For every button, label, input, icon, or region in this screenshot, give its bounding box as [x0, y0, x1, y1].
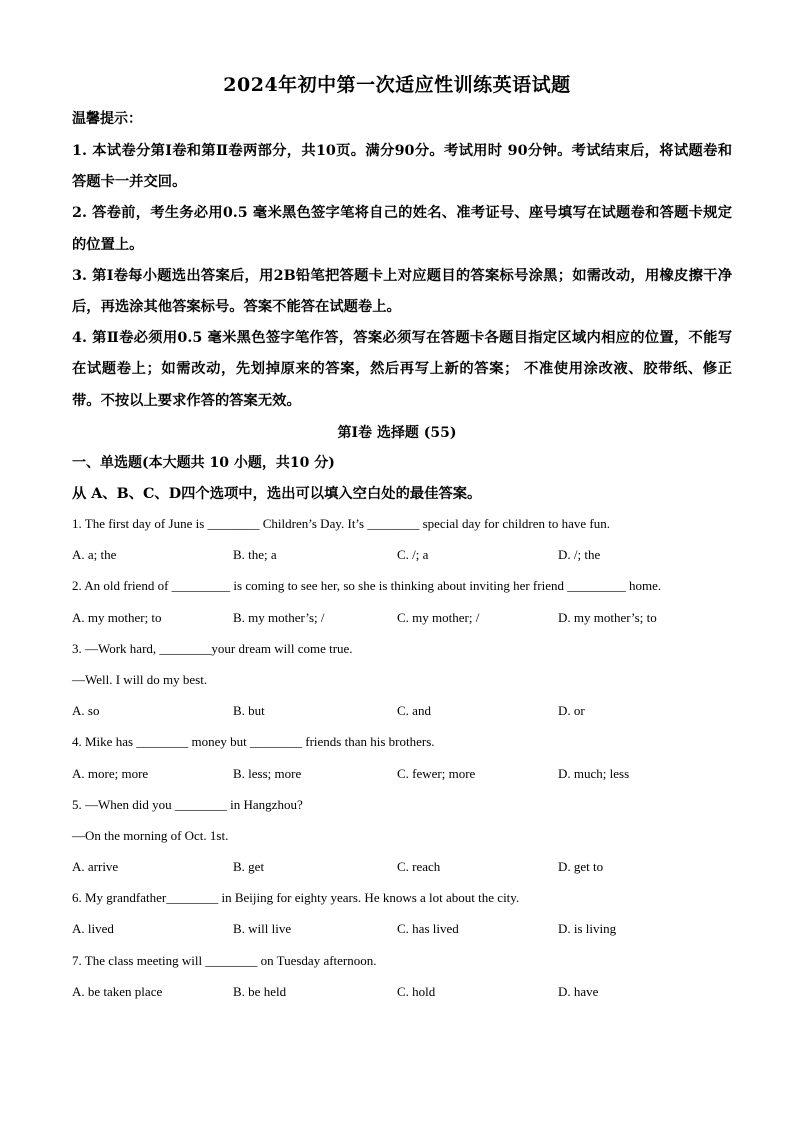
- question-stem: 5. —When did you ________ in Hangzhou?: [72, 796, 303, 812]
- option-b: B. be held: [233, 983, 287, 999]
- question-stem: —Well. I will do my best.: [72, 671, 208, 687]
- option-a: A. more; more: [72, 765, 149, 781]
- tips-label: 温馨提示：: [72, 111, 142, 127]
- part-title: 一、单选题(本大题共 10 小题，共10 分): [72, 455, 335, 471]
- question-stem: 2. An old friend of _________ is coming to see her, so she is thinking about inviting her friend _________ home.: [72, 578, 662, 594]
- question-stem: 1. The first day of June is ________ Children’s Day. It’s ________ special day for children to have fun.: [72, 516, 610, 531]
- page-title: 2024年初中第一次适应性训练英语试题: [223, 74, 571, 96]
- question-list: [72, 513, 732, 1012]
- option-d: D. /; the: [558, 547, 601, 563]
- note-item: 2. 答卷前，考生务必用0.5 毫米黑色签字笔将自己的姓名、准考证号、座号填写在试题卷和答题卡规定的位置上。: [72, 205, 732, 253]
- option-row: [72, 607, 732, 638]
- option-d: D. have: [558, 983, 599, 999]
- option-b: B. but: [233, 703, 265, 719]
- option-d: D. my mother’s; to: [558, 609, 657, 625]
- option-d: D. or: [558, 703, 585, 719]
- option-c: C. and: [397, 703, 431, 719]
- notes-list: [72, 136, 732, 417]
- option-row: [72, 763, 732, 794]
- instruction: 从 A、B、C、D四个选项中，选出可以填入空白处的最佳答案。: [72, 486, 482, 502]
- note-item: 4. 第Ⅱ卷必须用0.5 毫米黑色签字笔作答，答案必须写在答题卡各题目指定区域内相应的位置，不能写在试题卷上；如需改动，先划掉原来的答案，然后再写上新的答案； 不准使用涂改液、胶带纸、修正带。不按以上要求作答的答案无效。: [72, 330, 732, 409]
- option-b: B. the; a: [233, 547, 277, 563]
- option-c: C. has lived: [397, 921, 459, 937]
- option-c: C. fewer; more: [397, 765, 476, 781]
- option-c: C. hold: [397, 983, 436, 999]
- option-a: A. lived: [72, 921, 114, 937]
- option-a: A. be taken place: [72, 983, 163, 999]
- option-b: B. my mother’s; /: [233, 609, 325, 625]
- question-stem: —On the morning of Oct. 1st.: [72, 827, 229, 843]
- option-c: C. reach: [397, 859, 441, 875]
- question-stem: 6. My grandfather________ in Beijing for eighty years. He knows a lot about the city.: [72, 890, 520, 906]
- option-b: B. get: [233, 859, 265, 875]
- option-row: [72, 981, 732, 1012]
- question-stem: 3. —Work hard, ________your dream will come true.: [72, 640, 353, 656]
- option-a: A. my mother; to: [72, 609, 162, 625]
- question-stem: 4. Mike has ________ money but ________ friends than his brothers.: [72, 734, 435, 750]
- note-item: 1. 本试卷分第Ⅰ卷和第Ⅱ卷两部分，共10页。满分90分。考试用时 90分钟。考试结束后，将试题卷和答题卡一并交回。: [72, 143, 732, 191]
- note-item: 3. 第Ⅰ卷每小题选出答案后，用2B铅笔把答题卡上对应题目的答案标号涂黑；如需改动，用橡皮擦干净后，再选涂其他答案标号。答案不能答在试题卷上。: [72, 267, 732, 316]
- option-c: C. /; a: [397, 547, 429, 563]
- option-a: A. arrive: [72, 859, 119, 875]
- question-stem: 7. The class meeting will ________ on Tuesday afternoon.: [72, 952, 377, 968]
- section-title: 第Ⅰ卷 选择题 (55): [337, 425, 457, 441]
- option-row: [72, 856, 732, 887]
- option-b: B. will live: [233, 921, 292, 937]
- option-a: A. a; the: [72, 547, 117, 563]
- option-c: C. my mother; /: [397, 609, 480, 625]
- option-row: [72, 918, 732, 949]
- option-d: D. much; less: [558, 765, 630, 781]
- option-d: D. get to: [558, 859, 604, 875]
- option-a: A. so: [72, 703, 100, 719]
- option-b: B. less; more: [233, 765, 302, 781]
- option-row: [72, 544, 732, 575]
- option-d: D. is living: [558, 921, 617, 937]
- option-row: [72, 700, 732, 731]
